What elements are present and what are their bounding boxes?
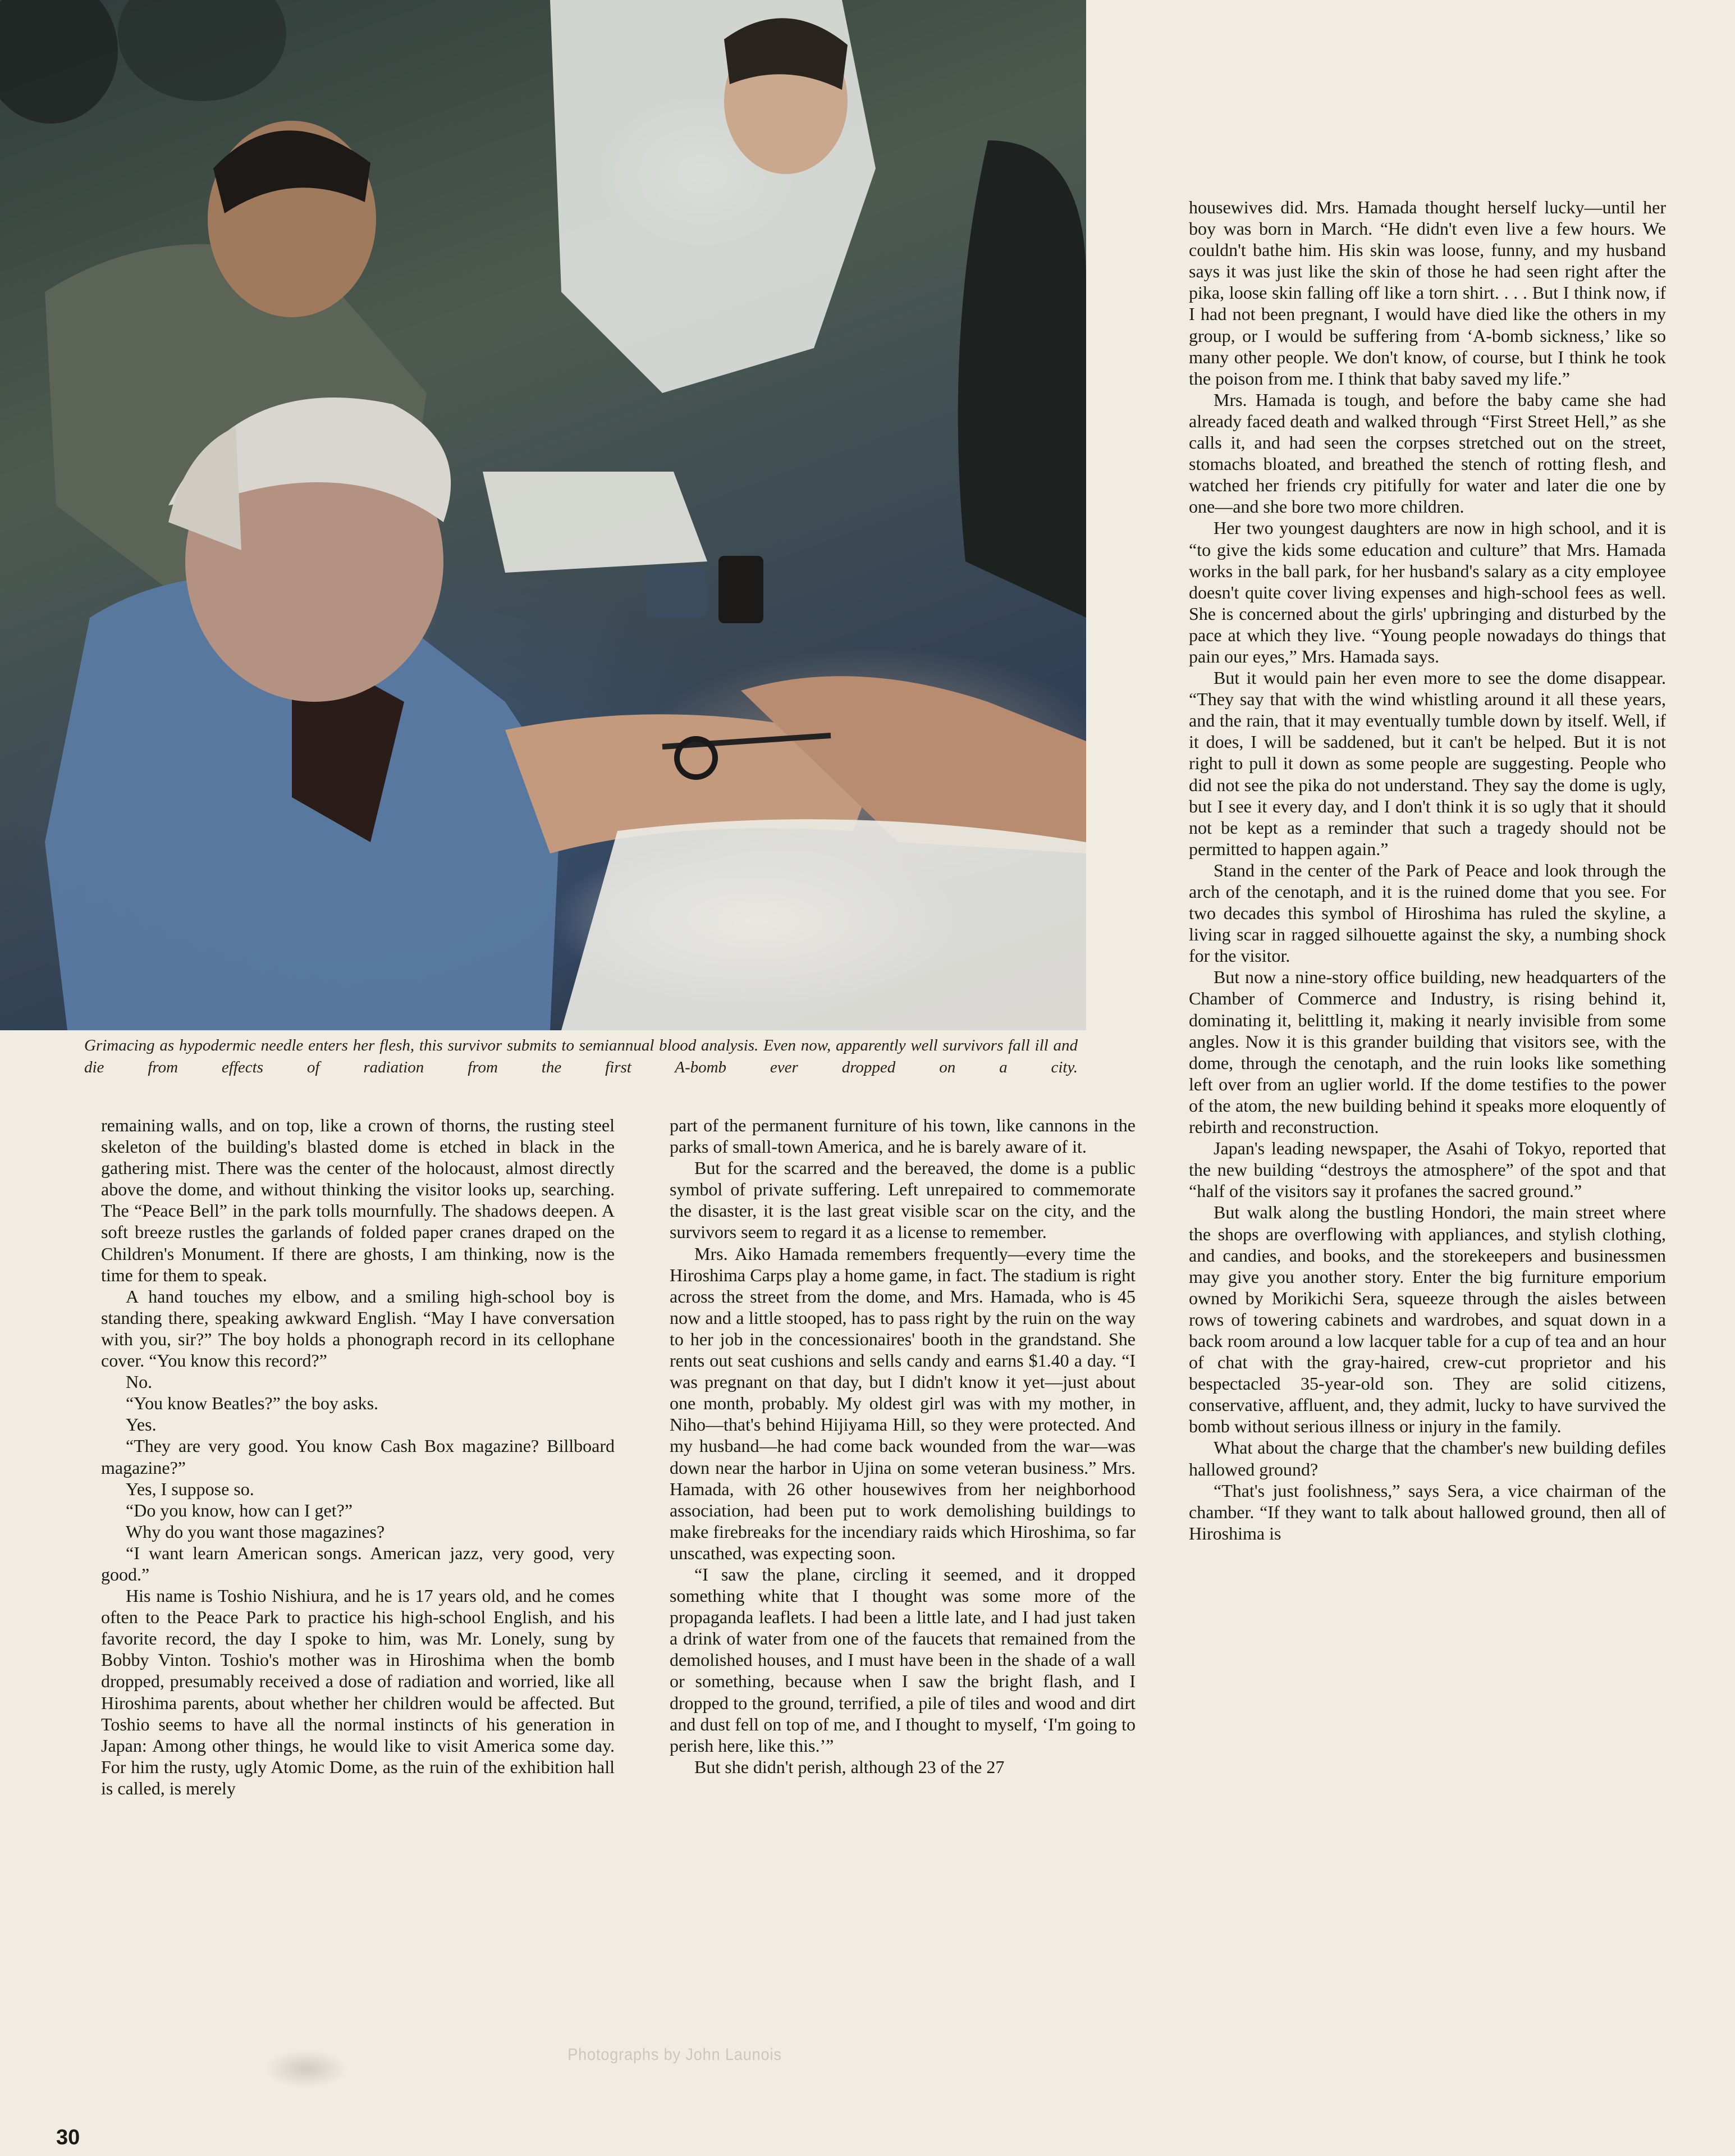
photo-survivor-blood-test — [0, 0, 1086, 1030]
paragraph: Stand in the center of the Park of Peace and look through the arch of the cenotaph, and it is the ruined dome that you see. For two decades this symbol of Hiroshima has ruled the skyline, a living scar in ragged silhouette against the sky, a numbing shock for the visitor. — [1189, 860, 1666, 966]
article-column-1 — [101, 1114, 615, 2063]
paragraph: A hand touches my elbow, and a smiling high-school boy is standing there, speaking awkward English. “May I have conversation with you, sir?” The boy holds a phonograph record in its cellophane cover. “You know this record?” — [101, 1286, 615, 1371]
paragraph: part of the permanent furniture of his town, like cannons in the parks of small-town America, and he is barely aware of it. — [670, 1115, 1136, 1157]
article-column-2 — [670, 1114, 1136, 2063]
paragraph: But walk along the bustling Hondori, the main street where the shops are overflowing with appliances, and stylish clothing, and candies, and books, and the storekeepers and businessmen may give you another story. Enter the big furniture emporium owned by Morikichi Sera, squeeze through the aisles between rows of towering cabinets and wardrobes, and squat down in a back room around a low lacquer table for a cup of tea and an hour of chat with the gray-haired, crew-cut proprietor and his bespectacled 35-year-old son. They are solid citizens, conservative, affluent, and, they admit, lucky to have survived the bomb without serious illness or injury in the family. — [1189, 1202, 1666, 1437]
paragraph: Her two youngest daughters are now in high school, and it is “to give the kids some education and culture” that Mrs. Hamada works in the ball park, for her husband's salary as a city employee doesn't quite cover living expenses and high-school fees as well. She is concerned about the girls' upbringing and disturbed by the pace at which they live. “Young people nowadays do things that pain our eyes,” Mrs. Hamada says. — [1189, 518, 1666, 666]
paragraph: “You know Beatles?” the boy asks. — [126, 1393, 379, 1414]
paragraph: Why do you want those magazines? — [126, 1521, 385, 1542]
article-column-3 — [1189, 197, 1666, 2061]
photo-caption: Grimacing as hypodermic needle enters her flesh, this survivor submits to semiannual blood analysis. Even now, apparently well survivors fall ill and die from effects of radiation from the first A-bomb ever dropped on a city. — [84, 1036, 1078, 1076]
photo-credit: Photographs by John Launois — [567, 2045, 782, 2064]
paragraph: Japan's leading newspaper, the Asahi of Tokyo, reported that the new building “destroys the atmosphere” of the spot and that “half of the visitors say it profanes the sacred ground.” — [1189, 1138, 1666, 1202]
paragraph: But now a nine-story office building, new headquarters of the Chamber of Commerce and Industry, is rising behind it, dominating it, belittling it, making it nearly invisible from some angles. Now it is this grander building that visitors see, with the dome, through the cenotaph, and the ruin looks like something left over from an uglier world. If the dome testifies to the power of the atom, the new building behind it speaks more eloquently of rebirth and reconstruction. — [1189, 967, 1666, 1138]
page-number: 30 — [56, 2126, 80, 2149]
paragraph: But for the scarred and the bereaved, the dome is a public symbol of private suffering. Left unrepaired to commemorate the disaster, it is the last great visible scar on the city, and the survivors seem to regard it as a license to remember. — [670, 1158, 1136, 1243]
paragraph: remaining walls, and on top, like a crown of thorns, the rusting steel skeleton of the building's blasted dome is etched in black in the gathering mist. There was the center of the holocaust, almost directly above the dome, and without thinking the visitor looks up, searching. The “Peace Bell” in the park tolls mournfully. The shadows deepen. A soft breeze rustles the garlands of folded paper cranes draped on the Children's Monument. If there are ghosts, I am thinking, now is the time for them to speak. — [101, 1115, 615, 1285]
paragraph: “They are very good. You know Cash Box magazine? Billboard magazine?” — [101, 1436, 615, 1478]
paragraph: His name is Toshio Nishiura, and he is 17 years old, and he comes often to the Peace Park to practice his high-school English, and his favorite record, the day I spoke to him, was Mr. Lonely, sung by Bobby Vinton. Toshio's mother was in Hiroshima when the bomb dropped, presumably received a dose of radiation and worried, like all Hiroshima parents, about whether her children would be affected. But Toshio seems to have all the normal instincts of his generation in Japan: Among other things, he would like to visit America some day. For him the rusty, ugly Atomic Dome, as the ruin of the exhibition hall is called, is merely — [101, 1586, 615, 1798]
paragraph: housewives did. Mrs. Hamada thought herself lucky—until her boy was born in March. “He didn't even live a few hours. We couldn't bathe him. His skin was loose, funny, and my husband says it was just like the skin of those he had seen right after the pika, loose skin falling off like a torn shirt. . . . But I think now, if I had not been pregnant, I would have died like the others in my group, or I would be suffering from ‘A-bomb sickness,’ like so many other people. We don't know, of course, but I think he took the poison from me. I think that baby saved my life.” — [1189, 197, 1666, 389]
paragraph: “Do you know, how can I get?” — [126, 1500, 353, 1520]
paragraph: Yes, I suppose so. — [126, 1478, 254, 1499]
photo-illustration — [0, 0, 1086, 1030]
paragraph: “I saw the plane, circling it seemed, and it dropped something white that I thought was some more of the propaganda leaflets. I had been a little late, and I had just taken a drink of water from one of the faucets that remained from the demolished houses, and I must have been in the shade of a wall or something, because when I saw the bright flash, and I dropped to the ground, terrified, a pile of tiles and wood and dirt and dust fell on top of me, and I thought to myself, ‘I'm going to perish here, like this.’” — [670, 1564, 1136, 1756]
print-smudge — [264, 2049, 348, 2089]
paragraph: “I want learn American songs. American jazz, very good, very good.” — [101, 1542, 615, 1584]
paragraph: Mrs. Aiko Hamada remembers frequently—every time the Hiroshima Carps play a home game, in fact. The stadium is right across the street from the dome, and Mrs. Hamada, who is 45 now and a little stooped, has to pass right by the ruin on the way to her job in the concessionaires' booth in the grandstand. She rents out seat cushions and sells candy and earns $1.40 a day. “I was pregnant on that day, but I didn't know it yet—just about one month, probably. My oldest girl was with my mother, in Niho—that's behind Hijiyama Hill, so they were protected. And my husband—he had come back wounded from the war—was down near the harbor in Ujina on some veteran business.” Mrs. Hamada, with 26 other housewives from her neighborhood association, had been put to work demolishing buildings to make firebreaks for the incendiary raids which Hiroshima, so far unscathed, was expecting soon. — [670, 1243, 1136, 1563]
paragraph: Yes. — [126, 1414, 157, 1435]
paragraph: No. — [126, 1372, 153, 1392]
paragraph: “That's just foolishness,” says Sera, a vice chairman of the chamber. “If they want to talk about hallowed ground, then all of Hiroshima is — [1189, 1480, 1666, 1543]
paragraph: But she didn't perish, although 23 of the 27 — [694, 1756, 1005, 1777]
paragraph: Mrs. Hamada is tough, and before the baby came she had already faced death and walked through “First Street Hell,” as she calls it, and had seen the corpses stretched out on the street, stomachs bloated, and breathed the stench of rotting flesh, and watched her friends cry pitifully for water and later die one by one—and she bore two more children. — [1189, 389, 1666, 517]
paragraph: But it would pain her even more to see the dome disappear. “They say that with the wind whistling around it all these years, and the rain, that it may eventually tumble down by itself. Well, if it does, I will be saddened, but it can't be helped. But it is not right to pull it down as some people are suggesting. People who did not see the pika do not understand. They say the dome is ugly, but I see it every day, and I don't think it is so ugly that it should not be kept as a reminder that such a tragedy should not be permitted to happen again.” — [1189, 668, 1666, 859]
paragraph: What about the charge that the chamber's new building defiles hallowed ground? — [1189, 1437, 1666, 1479]
